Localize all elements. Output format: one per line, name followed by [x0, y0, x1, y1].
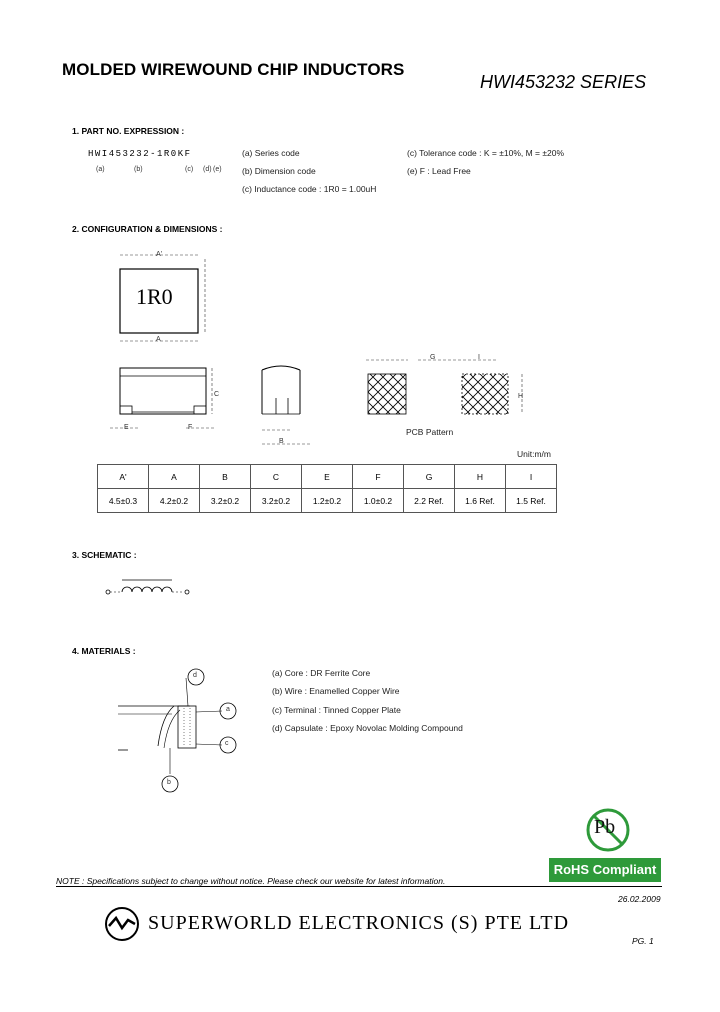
- company-logo-icon: [104, 906, 140, 942]
- table-header-cell: E: [302, 465, 353, 489]
- dim-label-b: B: [279, 438, 284, 445]
- marker-a: (a): [96, 166, 105, 173]
- document-title: MOLDED WIREWOUND CHIP INDUCTORS: [62, 60, 405, 79]
- dimension-table: [97, 464, 557, 513]
- marker-d: (d): [203, 166, 212, 173]
- section-3-heading: 3. SCHEMATIC :: [72, 550, 137, 560]
- rohs-compliant-badge: RoHS Compliant: [549, 858, 661, 882]
- code-series: (a) Series code: [242, 148, 300, 158]
- material-wire: (b) Wire : Enamelled Copper Wire: [272, 686, 400, 696]
- dim-label-c-side: C: [214, 391, 220, 398]
- dim-label-g: G: [430, 354, 436, 361]
- table-cell: 3.2±0.2: [251, 489, 302, 513]
- dim-label-i: I: [478, 354, 480, 361]
- table-header-cell: A: [149, 465, 200, 489]
- table-header-cell: C: [251, 465, 302, 489]
- table-header-row: [98, 465, 557, 489]
- inductor-schematic: [100, 575, 200, 603]
- unit-label: Unit:m/m: [517, 449, 551, 459]
- table-cell: 1.2±0.2: [302, 489, 353, 513]
- document-date: 26.02.2009: [618, 894, 661, 904]
- section-1-heading: 1. PART NO. EXPRESSION :: [72, 126, 185, 136]
- materials-cross-section: [110, 664, 250, 794]
- table-cell: 3.2±0.2: [200, 489, 251, 513]
- section-4-heading: 4. MATERIALS :: [72, 646, 136, 656]
- marker-c: (c): [185, 166, 194, 173]
- material-capsulate: (d) Capsulate : Epoxy Novolac Molding Compound: [272, 723, 463, 733]
- code-tolerance: (c) Tolerance code : K = ±10%, M = ±20%: [407, 148, 565, 158]
- table-header-cell: F: [353, 465, 404, 489]
- table-header-cell: B: [200, 465, 251, 489]
- table-cell: 1.6 Ref.: [455, 489, 506, 513]
- code-inductance: (c) Inductance code : 1R0 = 1.00uH: [242, 184, 377, 194]
- material-core: (a) Core : DR Ferrite Core: [272, 668, 371, 678]
- table-header-cell: G: [404, 465, 455, 489]
- dim-label-a: A: [156, 336, 161, 343]
- company-name: SUPERWORLD ELECTRONICS (S) PTE LTD: [148, 912, 570, 934]
- table-row: [98, 489, 557, 513]
- part-number: HWI453232-1R0KF: [88, 149, 192, 159]
- footer-note: NOTE : Specifications subject to change without notice. Please check our website for latest information.: [56, 876, 446, 886]
- pb-label: Pb: [594, 816, 616, 838]
- callout-a: a: [226, 706, 230, 713]
- table-header-cell: I: [506, 465, 557, 489]
- dim-label-a-prime: A': [156, 251, 163, 258]
- table-cell: 4.2±0.2: [149, 489, 200, 513]
- page-number: PG. 1: [632, 936, 654, 946]
- table-cell: 1.5 Ref.: [506, 489, 557, 513]
- code-lead-free: (e) F : Lead Free: [407, 166, 471, 176]
- dim-label-f: F: [188, 424, 193, 431]
- pcb-pattern-label: PCB Pattern: [406, 427, 454, 437]
- dim-label-e: E: [124, 424, 129, 431]
- table-header-cell: H: [455, 465, 506, 489]
- callout-d: d: [193, 672, 197, 679]
- table-cell: 2.2 Ref.: [404, 489, 455, 513]
- material-terminal: (c) Terminal : Tinned Copper Plate: [272, 705, 401, 715]
- code-dimension: (b) Dimension code: [242, 166, 316, 176]
- dim-label-h: H: [518, 393, 524, 400]
- section-2-heading: 2. CONFIGURATION & DIMENSIONS :: [72, 224, 223, 234]
- pcb-pattern-drawing: [358, 352, 533, 427]
- marker-e: (e): [213, 166, 222, 173]
- callout-b: b: [167, 779, 171, 786]
- table-header-cell: A': [98, 465, 149, 489]
- callout-c: c: [225, 740, 229, 747]
- side-view-end: [250, 362, 320, 452]
- series-name: HWI453232 SERIES: [480, 72, 647, 92]
- table-cell: 4.5±0.3: [98, 489, 149, 513]
- marker-b: (b): [134, 166, 143, 173]
- inductor-marking: 1R0: [136, 284, 173, 309]
- footer-divider: [56, 886, 662, 887]
- table-cell: 1.0±0.2: [353, 489, 404, 513]
